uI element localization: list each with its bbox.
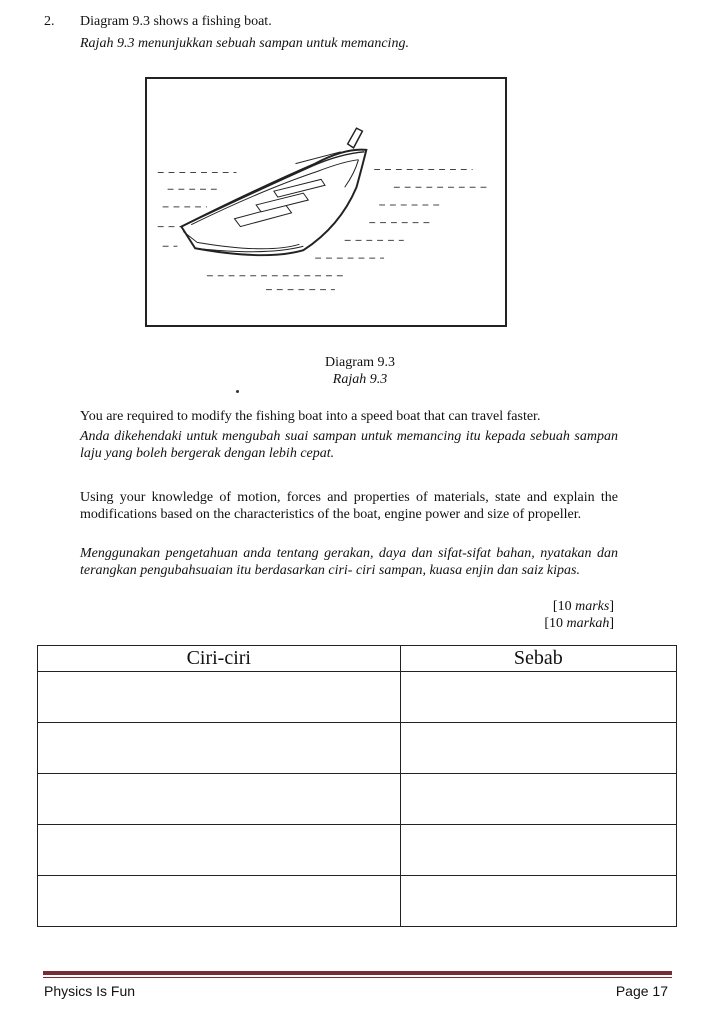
footer-title: Physics Is Fun: [44, 983, 136, 999]
answer-cell[interactable]: [400, 672, 676, 723]
answer-cell[interactable]: [400, 774, 676, 825]
diagram-frame: [145, 77, 507, 327]
figure-caption-en: Diagram 9.3: [325, 355, 395, 370]
question-stem-en: Diagram 9.3 shows a fishing boat.: [80, 14, 272, 29]
answer-cell[interactable]: [400, 876, 676, 927]
answer-cell[interactable]: [38, 774, 401, 825]
marks-allocation: [544, 598, 614, 632]
table-row: [38, 723, 677, 774]
answer-table: [37, 645, 677, 927]
column-header-sebab: Sebab: [400, 646, 676, 672]
table-row: [38, 774, 677, 825]
detail-en: Using your knowledge of motion, forces and properties of materials, state and explain the modifications based on the characteristics of the boat, engine power and size of propeller.: [80, 490, 618, 522]
footer-rule-thin: [43, 977, 672, 978]
marks-en: [10 marks]: [552, 599, 614, 614]
question-number: 2.: [44, 14, 55, 29]
stray-dot: [236, 390, 239, 393]
answer-cell[interactable]: [38, 825, 401, 876]
detail-ms: Menggunakan pengetahuan anda tentang gerakan, daya dan sifat-sifat bahan, nyatakan dan terangkan pengubahsuaian itu berdasarkan ciri- ciri sampan, kuasa enjin dan saiz kipas.: [80, 546, 618, 578]
answer-cell[interactable]: [400, 723, 676, 774]
task-en: You are required to modify the fishing boat into a speed boat that can travel faster.: [80, 409, 541, 424]
question-stem-ms: Rajah 9.3 menunjukkan sebuah sampan untuk memancing.: [80, 36, 409, 51]
table-row: [38, 825, 677, 876]
fishing-boat-illustration: [147, 79, 505, 325]
column-header-ciri: Ciri-ciri: [38, 646, 401, 672]
table-row: [38, 672, 677, 723]
footer-rule-thick: [43, 971, 672, 975]
answer-cell[interactable]: [38, 876, 401, 927]
answer-cell[interactable]: [38, 672, 401, 723]
answer-cell[interactable]: [38, 723, 401, 774]
table-row: [38, 876, 677, 927]
marks-ms: [10 markah]: [544, 616, 614, 631]
page-number: Page 17: [615, 983, 668, 999]
task-ms: Anda dikehendaki untuk mengubah suai sampan untuk memancing itu kepada sebuah sampan laju yang boleh bergerak dengan lebih cepat.: [80, 429, 618, 461]
answer-cell[interactable]: [400, 825, 676, 876]
figure-caption-ms: Rajah 9.3: [332, 372, 388, 387]
